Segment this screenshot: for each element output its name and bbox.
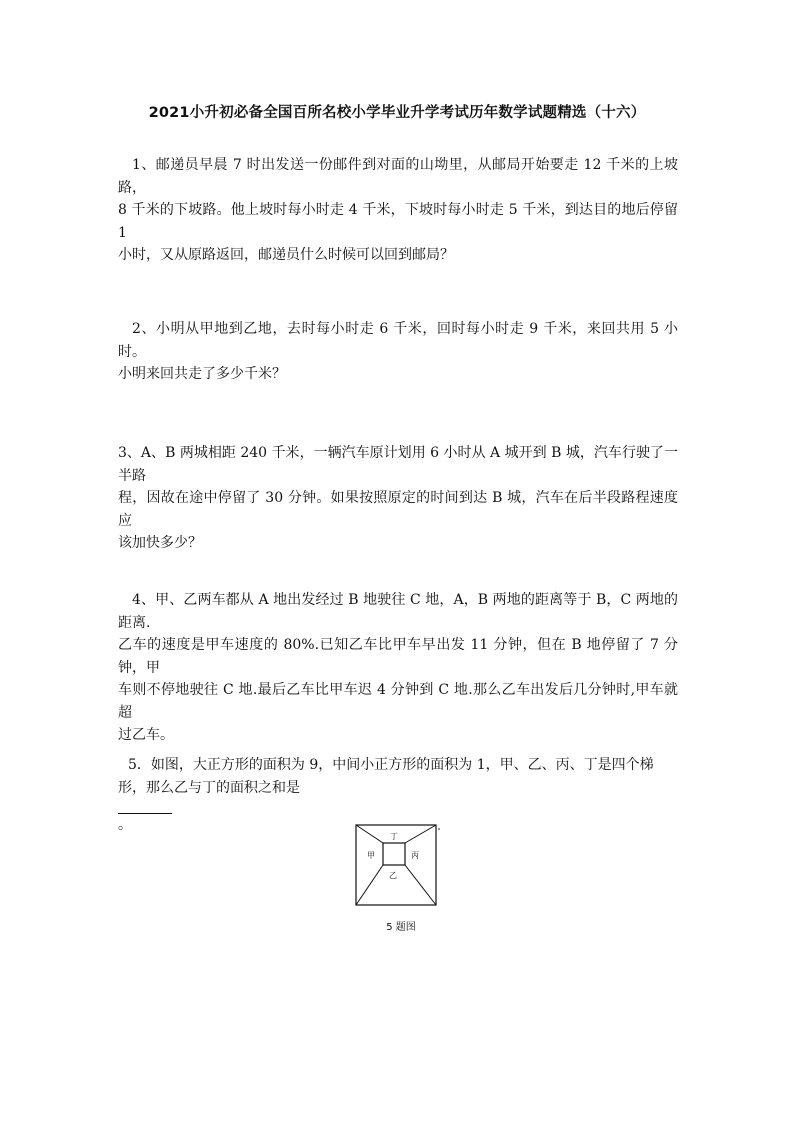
label-jia: 甲 — [367, 851, 375, 860]
question-3 — [118, 442, 678, 555]
question-5-line-2-suffix: 。 — [118, 817, 132, 833]
question-3-line-1: 3、A、B 两城相距 240 千米，一辆汽车原计划用 6 小时从 A 城开到 B 城，汽车行驶了一半路 — [118, 445, 678, 484]
question-1-line-1: 1、邮递员早晨 7 时出发送一份邮件到对面的山坳里，从邮局开始要走 12 千米的上坡路， — [118, 157, 678, 196]
corner-line-top-right — [405, 825, 436, 843]
question-4-line-2: 乙车的速度是甲车速度的 80%.已知乙车比甲车早出发 11 分钟，但在 B 地停留了 7 分钟，甲 — [118, 637, 678, 676]
page-title: 2021小升初必备全国百所名校小学毕业升学考试历年数学试题精选（十六） — [148, 105, 646, 121]
corner-line-top-left — [356, 825, 383, 843]
corner-line-bottom-right — [405, 865, 436, 905]
stray-dot — [438, 828, 440, 830]
question-3-line-3: 该加快多少？ — [118, 535, 202, 551]
corner-line-bottom-left — [356, 865, 383, 905]
question-2-line-1: 2、小明从甲地到乙地，去时每小时走 6 千米，回时每小时走 9 千米，来回共用 5 小时。 — [118, 321, 678, 360]
question-5-line-1: 5．如图，大正方形的面积为 9，中间小正方形的面积为 1，甲、乙、丙、丁是四个梯 — [128, 757, 654, 773]
question-3-line-2: 程，因故在途中停留了 30 分钟。如果按照原定的时间到达 B 城，汽车在后半段路程速度应 — [118, 490, 678, 529]
answer-blank[interactable] — [118, 799, 172, 814]
question-1-line-3: 小时，又从原路返回，邮递员什么时候可以回到邮局？ — [118, 247, 454, 263]
inner-square — [383, 843, 405, 865]
figure-drawing — [355, 824, 447, 916]
question-5-line-2-prefix: 形，那么乙与丁的面积之和是 — [118, 779, 300, 796]
square-trapezoid-figure — [355, 824, 447, 916]
question-4-line-4: 过乙车。 — [118, 727, 174, 743]
label-bing: 丙 — [411, 851, 419, 860]
question-2-line-2: 小明来回共走了多少千米？ — [118, 366, 286, 382]
figure-caption: 5 题图 — [386, 922, 416, 933]
label-yi: 乙 — [389, 871, 397, 880]
question-4-line-1: 4、甲、乙两车都从 A 地出发经过 B 地驶往 C 地，A，B 两地的距离等于 B，C 两地的距离. — [118, 592, 678, 631]
question-1-line-2: 8 千米的下坡路。他上坡时每小时走 4 千米，下坡时每小时走 5 千米，到达目的地后停留 1 — [118, 202, 678, 241]
question-4-line-3: 车则不停地驶往 C 地.最后乙车比甲车迟 4 分钟到 C 地.那么乙车出发后几分钟时,甲车就超 — [118, 682, 678, 721]
question-1 — [118, 154, 678, 267]
question-2 — [118, 318, 678, 386]
question-4 — [118, 589, 678, 747]
label-ding: 丁 — [390, 832, 398, 841]
